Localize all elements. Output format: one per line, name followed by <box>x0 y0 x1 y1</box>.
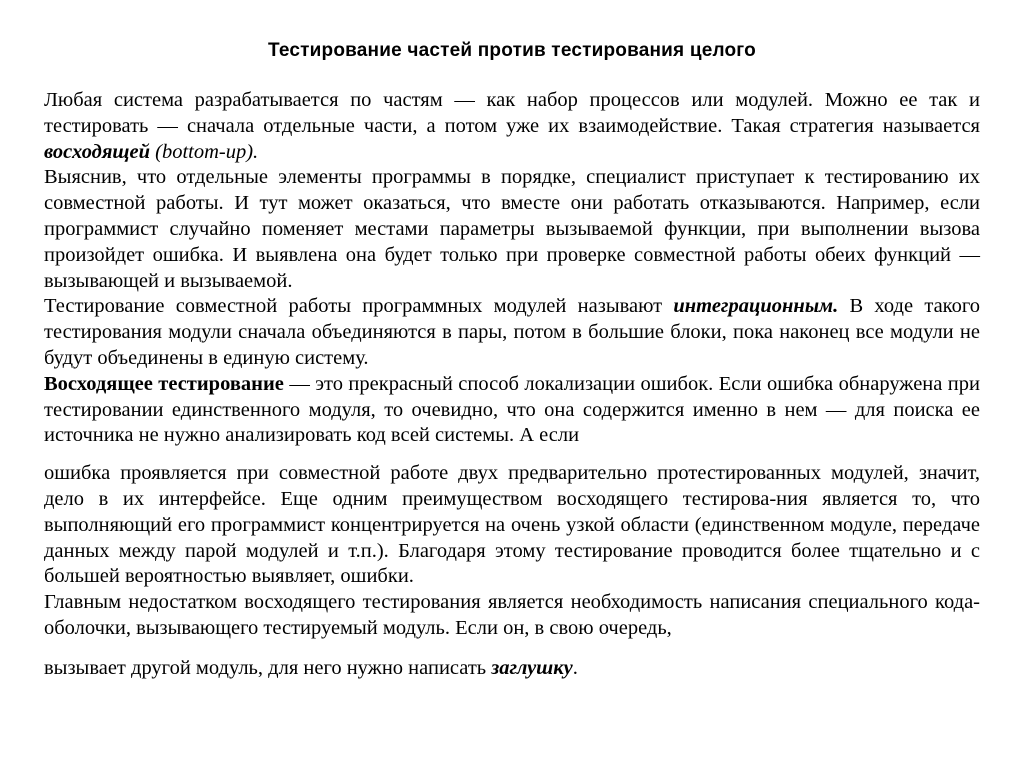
paragraph-1-text: Любая система разрабатывается по частям — как набор процессов или модулей. Можно ее так и тестировать — сначала отдельные части, а потом уже их взаимодействие. Такая стратегия называется <box>44 89 980 137</box>
paragraph-6: Главным недостатком восходящего тестирования является необходимость написания специального кода-оболочки, вызывающего тестируемый модуль. Если он, в свою очередь, <box>44 591 980 639</box>
paragraph-4-text: — это прекрасный способ локализации ошибок. Если ошибка обнаружена при тестировании единственного модуля, то очевидно, что она содержится именно в нем — для поиска ее источника не нужно анализировать код всей системы. А если <box>44 372 980 447</box>
paragraph-7 <box>44 656 980 682</box>
paragraph-5: ошибка проявляется при совместной работе двух предварительно протестированных модулей, значит, дело в их интерфейсе. Еще одним преимуществом восходящего тестирова-ния является то, что выполняющий его программист концентрируется на очень узкой области (единственном модуле, передаче данных между парой модулей и т.п.). Благодаря этому тестирование проводится более тщательно и с большей вероятностью выявляет, ошибки. <box>44 462 980 588</box>
slide-title: Тестирование частей против тестирования целого <box>268 40 756 61</box>
paragraph-2: Выяснив, что отдельные элементы программы в порядке, специалист приступает к тестированию их совместной работы. И тут может оказаться, что вместе они работать отказываются. Например, если программист случайно поменяет местами параметры вызываемой функции, при выполнении вызова произойдет ошибка. И выявлена она будет только при проверке совместной работы обеих функций — вызывающей и вызываемой. <box>44 166 980 292</box>
term-stub: заглушку <box>491 656 573 679</box>
paragraph-3-rest: В ходе такого тестирования модули сначала объединяются в пары, потом в большие блоки, пока наконец все модули не будут объединены в единую систему. <box>44 295 980 369</box>
term-integration: интеграционным. <box>673 295 839 318</box>
term-bottom-up: восходящей <box>44 140 150 163</box>
term-bottom-up-en: (bottom-up). <box>150 140 259 163</box>
paragraph-7-end: . <box>572 656 578 679</box>
paragraph-7-text: вызывает другой модуль, для него нужно написать <box>44 656 492 679</box>
term-bottom-up-testing: Восходящее тестирование <box>44 372 284 395</box>
slide-body <box>44 88 980 682</box>
paragraph-3 <box>44 294 980 371</box>
paragraph-1 <box>44 88 980 165</box>
paragraph-3-text: Тестирование совместной работы программных модулей называют <box>44 295 674 318</box>
paragraph-4 <box>44 372 980 449</box>
